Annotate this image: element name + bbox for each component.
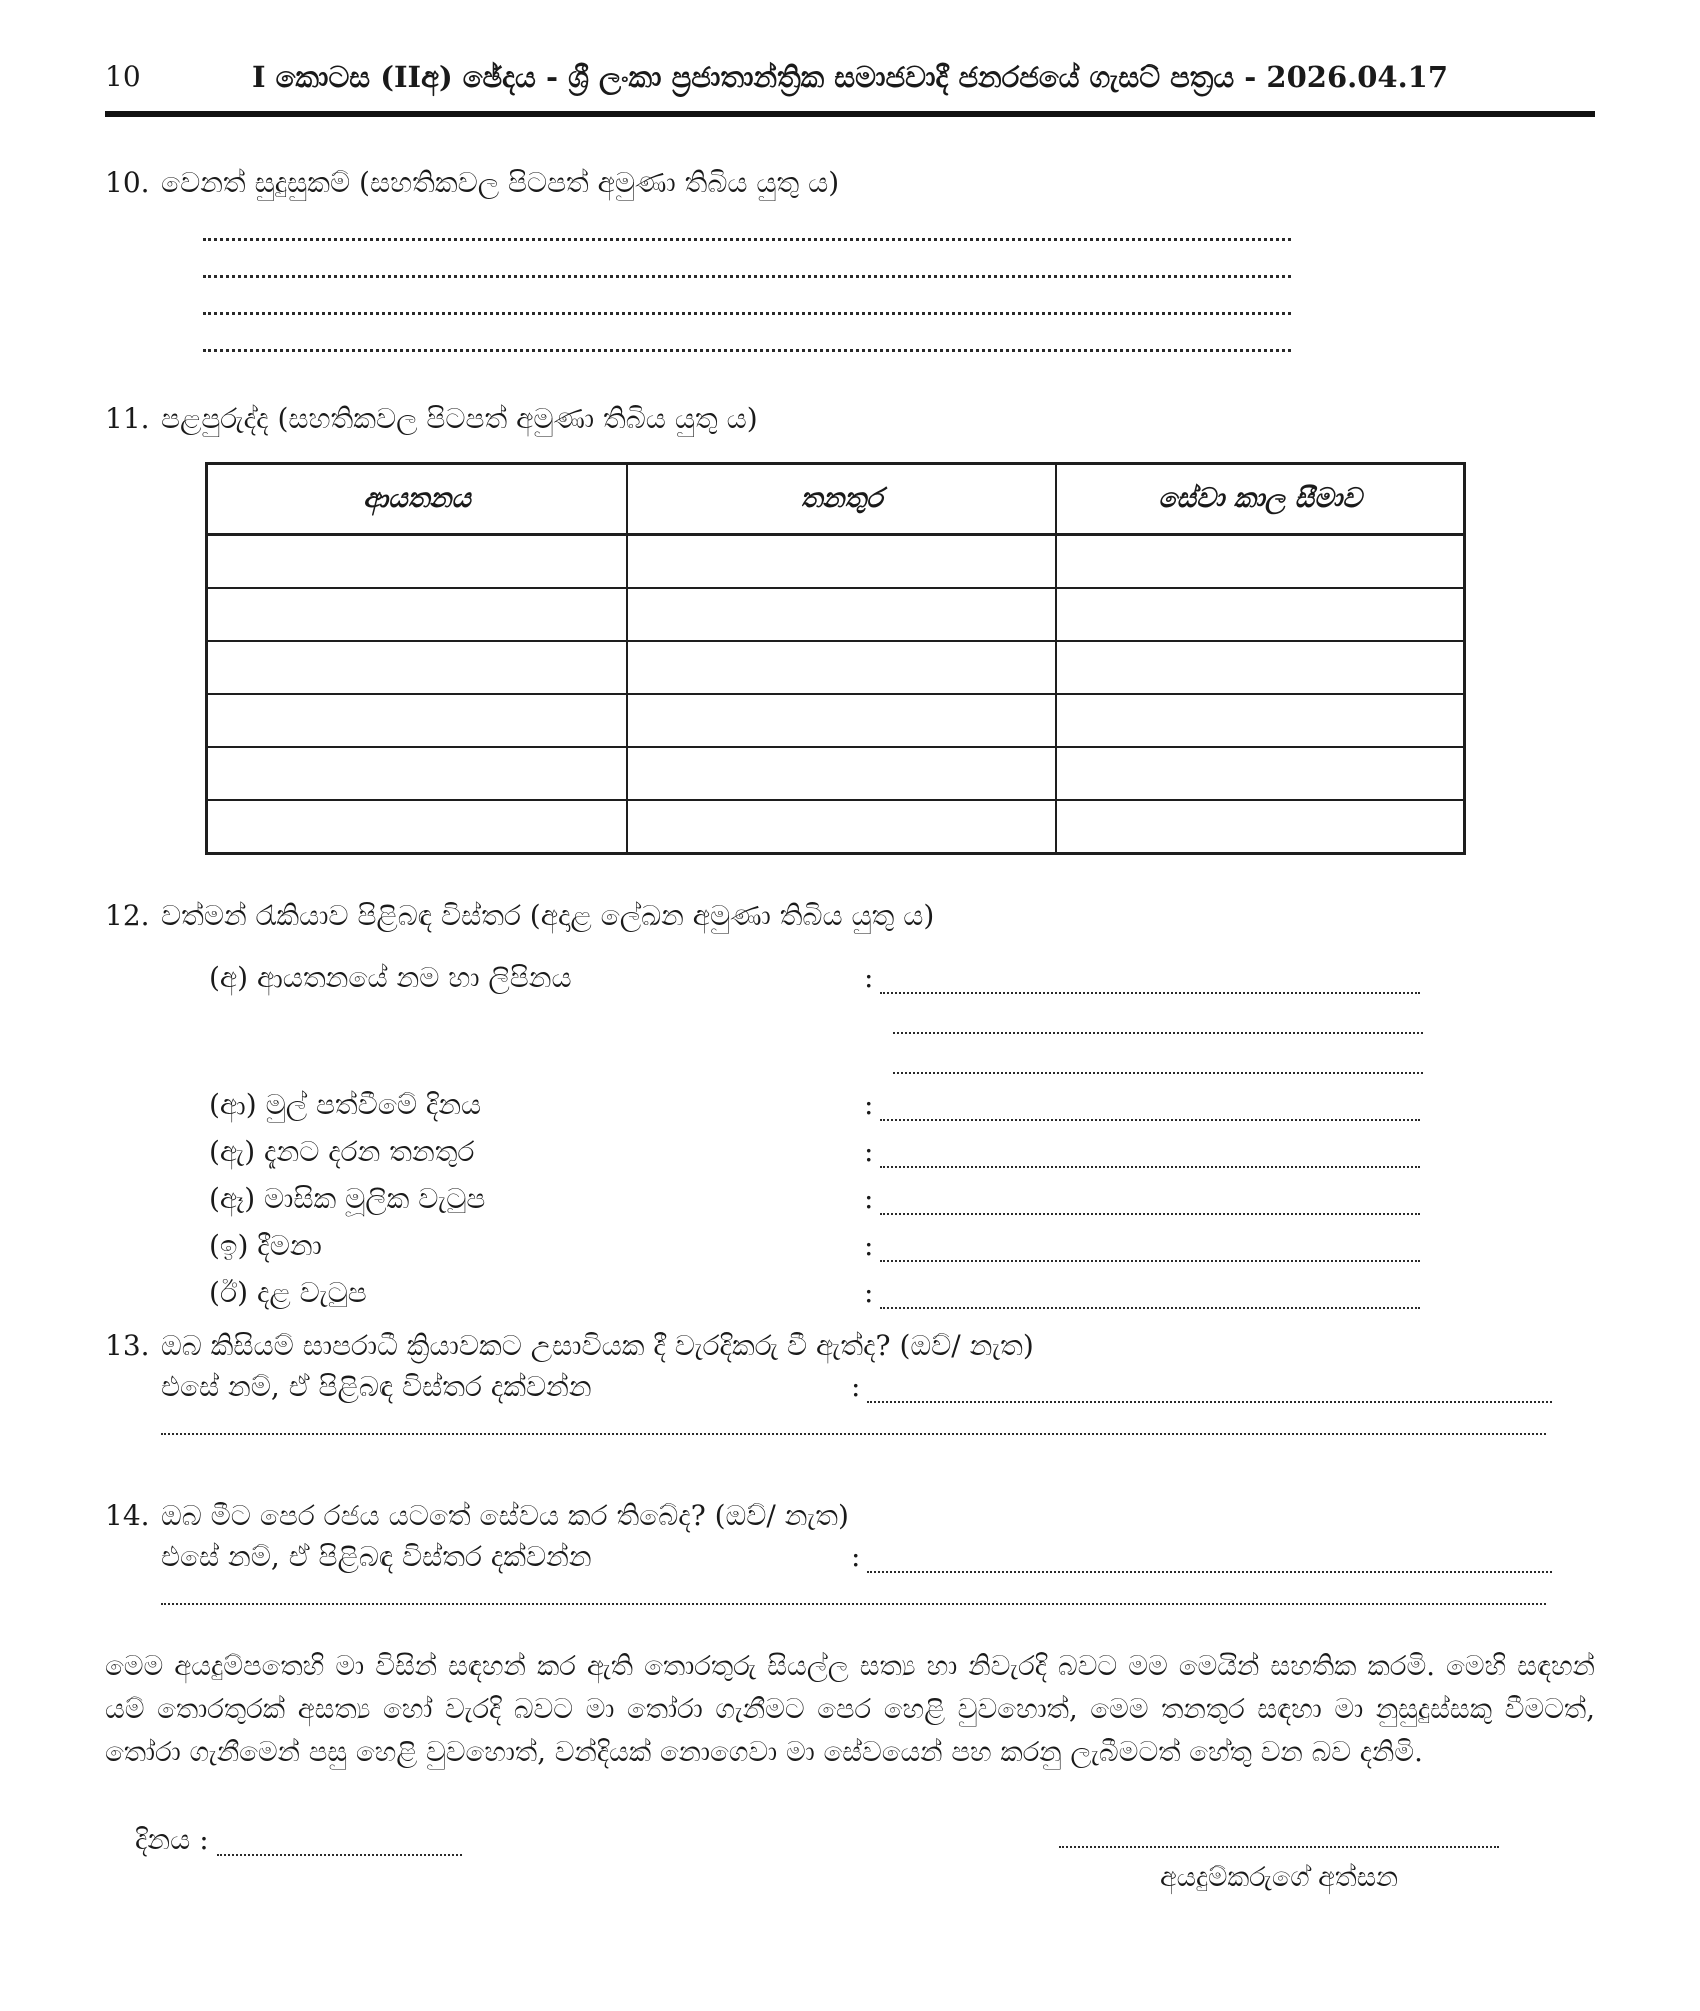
table-cell xyxy=(627,747,1056,800)
write-line xyxy=(880,1132,1420,1168)
header-rule xyxy=(105,111,1595,117)
details-prompt: එසේ නම්, ඒ පිළිබඳ විස්තර දක්වන්න xyxy=(161,1369,592,1403)
table-cell xyxy=(627,800,1056,854)
item-13-number: 13. xyxy=(105,1329,150,1362)
table-cell xyxy=(1056,694,1465,747)
signature-label: අයදුම්කරුගේ අත්සන xyxy=(1159,1861,1399,1893)
colon: : xyxy=(864,1087,874,1121)
colon: : xyxy=(864,1228,874,1262)
date-label: දිනය : xyxy=(135,1822,209,1856)
colon: : xyxy=(864,960,874,994)
write-line xyxy=(880,1226,1420,1262)
write-line xyxy=(203,241,1291,278)
signature-line xyxy=(1059,1824,1499,1848)
colon: : xyxy=(864,1275,874,1309)
write-line xyxy=(880,1085,1420,1121)
item-10-label: වෙනත් සුදුසුකම් (සහතිකවල පිටපත් අමුණා තිබිය යුතු ය) xyxy=(161,166,840,199)
address-extra-lines xyxy=(893,994,1423,1074)
table-cell xyxy=(627,535,1056,589)
details-prompt: එසේ නම්, ඒ පිළිබඳ විස්තර දක්වන්න xyxy=(161,1539,592,1573)
table-empty-row xyxy=(207,588,1465,641)
item-14 xyxy=(105,1495,1595,1537)
write-line xyxy=(893,1034,1423,1074)
experience-table-head xyxy=(207,464,1465,535)
field-label: (ඇ) දැනට දරන තනතුර xyxy=(209,1134,475,1168)
table-cell xyxy=(207,800,628,854)
experience-table xyxy=(205,462,1466,855)
write-line xyxy=(217,1830,462,1856)
field-monthly-basic-salary xyxy=(209,1168,1595,1215)
table-cell xyxy=(627,641,1056,694)
field-allowances xyxy=(209,1215,1595,1262)
table-cell xyxy=(1056,535,1465,589)
item-13-question: ඔබ කිසියම් සාපරාධී ක්‍රියාවකට උසාවියක දී වැරදිකරු වී ඇත්ද? (ඔව්/ නැත) xyxy=(161,1329,1034,1362)
write-line xyxy=(893,994,1423,1034)
item-11 xyxy=(105,398,1595,440)
field-label: (අ) ආයතනයේ නම හා ලිපිනය xyxy=(209,960,572,994)
page-footer xyxy=(105,1824,1595,1894)
column-header-service-period: සේවා කාල සීමාව xyxy=(1056,464,1465,535)
table-cell xyxy=(207,747,628,800)
colon: : xyxy=(851,1369,861,1403)
write-line xyxy=(203,204,1291,241)
item-12-label: වත්මන් රැකියාව පිළිබඳ විස්තර (අදාළ ලේඛන අමුණා තිබිය යුතු ය) xyxy=(161,899,935,932)
item-13 xyxy=(105,1325,1595,1367)
table-cell xyxy=(207,641,628,694)
item-10-number: 10. xyxy=(105,166,150,199)
field-gross-salary xyxy=(209,1262,1595,1309)
experience-table-body xyxy=(207,535,1465,854)
table-cell xyxy=(1056,747,1465,800)
field-institution-name-address xyxy=(209,947,1595,994)
table-empty-row xyxy=(207,694,1465,747)
page-header xyxy=(105,55,1595,99)
colon: : xyxy=(851,1539,861,1573)
write-line xyxy=(880,1273,1420,1309)
table-cell xyxy=(1056,641,1465,694)
column-header-institution: ආයතනය xyxy=(207,464,628,535)
field-label: (ඈ) මාසික මූලික වැටුප xyxy=(209,1181,486,1215)
colon: : xyxy=(864,1134,874,1168)
item-12-number: 12. xyxy=(105,899,150,932)
item-11-label: පළපුරුද්ද (සහතිකවල පිටපත් අමුණා තිබිය යුතු ය) xyxy=(161,402,758,435)
column-header-post: තනතුර xyxy=(627,464,1056,535)
item-12-fields xyxy=(105,947,1595,1309)
item-14-question: ඔබ මීට පෙර රජය යටතේ සේවය කර තිබේද? (ඔව්/ නැත) xyxy=(161,1499,849,1532)
write-line xyxy=(161,1573,1546,1605)
write-line xyxy=(867,1373,1552,1403)
write-line xyxy=(880,1179,1420,1215)
colon: : xyxy=(864,1181,874,1215)
field-first-appointment-date xyxy=(209,1074,1595,1121)
item-10-write-lines xyxy=(203,204,1291,352)
table-empty-row xyxy=(207,641,1465,694)
item-11-number: 11. xyxy=(105,402,150,435)
table-empty-row xyxy=(207,800,1465,854)
write-line xyxy=(203,278,1291,315)
table-empty-row xyxy=(207,535,1465,589)
declaration-paragraph: මෙම අයදුම්පතෙහි මා විසින් සඳහන් කර ඇති තොරතුරු සියල්ල සත්‍ය හා නිවැරදි බවට මම මෙයින් සහතික කරමි. මෙහි සඳහන් යම් තොරතුරක් අසත්‍ය හෝ වැරදි බවට මා තෝරා ගැනීමට පෙර හෙළි වුවහොත්, මෙම තනතුර සඳහා මා නුසුදුස්සකු වීමටත්, තෝරා ගැනීමෙන් පසු හෙළි වුවහොත්, වන්දියක් නොගෙවා මා සේවයෙන් පහ කරනු ලැබීමටත් හේතු වන බව දනිමි. xyxy=(105,1650,1595,1768)
signature-field xyxy=(1059,1824,1499,1894)
table-cell xyxy=(1056,800,1465,854)
item-14-number: 14. xyxy=(105,1499,150,1532)
item-13-details-row xyxy=(161,1367,1595,1403)
item-12 xyxy=(105,895,1595,937)
field-label: (ඊ) දළ වැටුප xyxy=(209,1275,367,1309)
table-cell xyxy=(627,694,1056,747)
write-line xyxy=(203,315,1291,352)
table-cell xyxy=(1056,588,1465,641)
table-empty-row xyxy=(207,747,1465,800)
gazette-title: I කොටස (IIඅ) ඡේදය - ශ්‍රී ලංකා ප්‍රජාතාන්ත්‍රික සමාජවාදී ජනරජයේ ගැසට් පත්‍රය - 2026.04.17 xyxy=(251,60,1449,94)
field-label: (ආ) මුල් පත්වීමේ දිනය xyxy=(209,1087,482,1121)
write-line xyxy=(867,1543,1552,1573)
date-field xyxy=(135,1824,462,1856)
field-current-post xyxy=(209,1121,1595,1168)
table-cell xyxy=(207,535,628,589)
field-label: (ඉ) දීමනා xyxy=(209,1228,322,1262)
table-cell xyxy=(627,588,1056,641)
write-line xyxy=(161,1403,1546,1435)
write-line xyxy=(880,958,1420,994)
item-14-details-row xyxy=(161,1537,1595,1573)
table-cell xyxy=(207,694,628,747)
item-10 xyxy=(105,162,1595,204)
table-header-row xyxy=(207,464,1465,535)
page-number: 10 xyxy=(105,60,141,93)
table-cell xyxy=(207,588,628,641)
